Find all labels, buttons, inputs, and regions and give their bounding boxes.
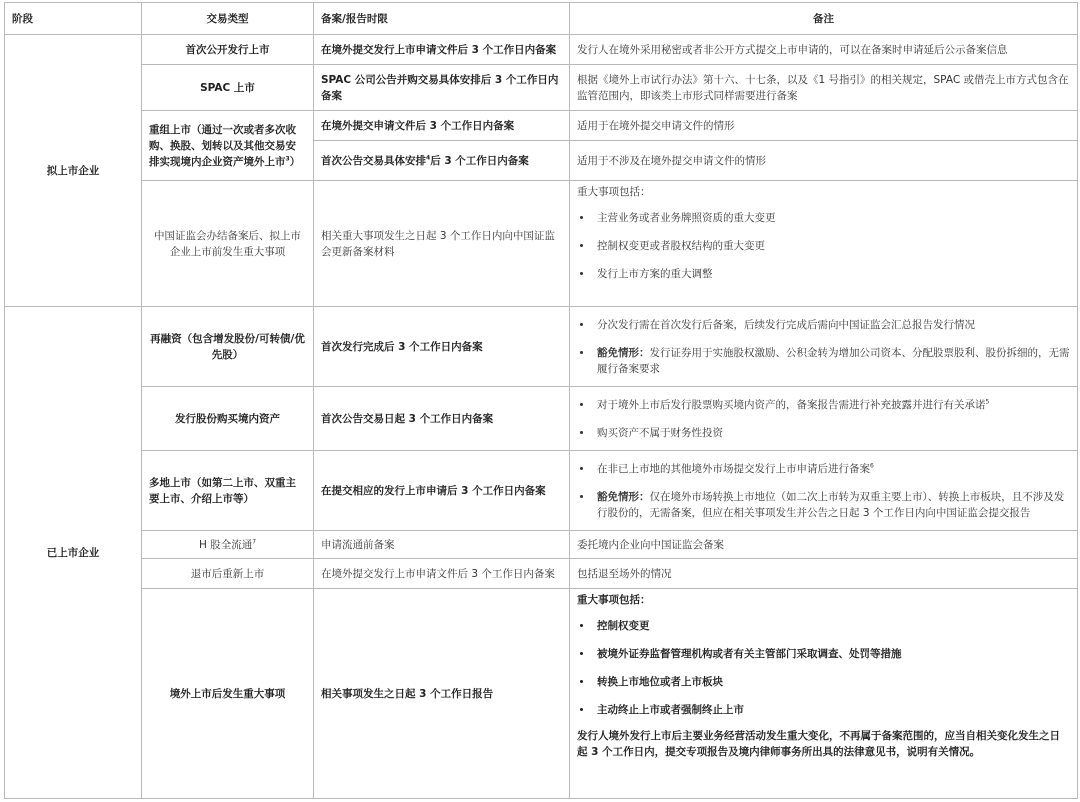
- remark-list: [577, 317, 1070, 377]
- stage-pre-listing: 拟上市企业: [5, 35, 142, 307]
- type-cell: 多地上市（如第二上市、双重主要上市、介绍上市等）: [142, 451, 314, 531]
- remark-cell: 根据《境外上市试行办法》第十六、十七条，以及《1 号指引》的相关规定，SPAC 或借壳上市方式包含在监管范围内，即该类上市形式同样需要进行备案: [570, 65, 1078, 111]
- list-item: • 购买资产不属于财务性投资: [593, 425, 1070, 441]
- list-item: • 发行上市方案的重大调整: [593, 266, 1070, 282]
- type-cell: 再融资（包含增发股份/可转债/优先股）: [142, 307, 314, 387]
- bullet-text: 在非已上市地的其他境外市场提交发行上市申请后进行备案: [597, 462, 870, 475]
- remark-cell: 适用于在境外提交申请文件的情形: [570, 111, 1078, 141]
- timing-text-end: 后 3 个工作日内备案: [430, 154, 529, 167]
- type-cell: 境外上市后发生重大事项: [142, 589, 314, 799]
- type-cell: 退市后重新上市: [142, 559, 314, 589]
- table-row: [5, 559, 1078, 589]
- type-cell: SPAC 上市: [142, 65, 314, 111]
- remark-cell: 发行人在境外采用秘密或者非公开方式提交上市申请的，可以在备案时申请延后公示备案信息: [570, 35, 1078, 65]
- list-item: [593, 397, 1070, 413]
- timing-cell: 在提交相应的发行上市申请后 3 个工作日内备案: [314, 451, 570, 531]
- remark-heading: 重大事项包括：: [577, 594, 651, 606]
- remark-cell: [570, 387, 1078, 451]
- type-text: H 股全流通: [198, 538, 253, 551]
- exemption-label: 豁免情形：: [597, 490, 650, 503]
- remark-cell: [570, 589, 1078, 799]
- table-row: [5, 35, 1078, 65]
- type-cell: 发行股份购买境内资产: [142, 387, 314, 451]
- table-row: [5, 589, 1078, 799]
- list-item: • 控制权变更: [593, 618, 1070, 634]
- remark-cell: [570, 307, 1078, 387]
- footnote-mark: 4: [426, 154, 431, 161]
- remark-tail: 发行人境外发行上市后主要业务经营活动发生重大变化，不再属于备案范围的，应当自相关变化发生之日起 3 个工作日内，提交专项报告及境内律师事务所出具的法律意见书，说明有关情况。: [577, 730, 1060, 758]
- list-item: [593, 461, 1070, 477]
- remark-list: [577, 210, 1070, 282]
- type-cell: 中国证监会办结备案后、拟上市企业上市前发生重大事项: [142, 181, 314, 307]
- footnote-mark: 3: [285, 155, 290, 162]
- list-item: [593, 489, 1070, 521]
- timing-cell: 相关事项发生之日起 3 个工作日报告: [314, 589, 570, 799]
- remark-list: [577, 397, 1070, 441]
- timing-cell: 相关重大事项发生之日起 3 个工作日内向中国证监会更新备案材料: [314, 181, 570, 307]
- list-item: • 主营业务或者业务牌照资质的重大变更: [593, 210, 1070, 226]
- remark-list: [577, 618, 1070, 718]
- type-text-end: ）: [289, 155, 301, 168]
- list-item: • 转换上市地位或者上市板块: [593, 674, 1070, 690]
- list-item: • 分次发行需在首次发行后备案，后续发行完成后需向中国证监会汇总报告发行情况: [593, 317, 1070, 333]
- timing-cell: 在境外提交发行上市申请文件后 3 个工作日内备案: [314, 559, 570, 589]
- list-item: • 被境外证券监督管理机构或者有关主管部门采取调查、处罚等措施: [593, 646, 1070, 662]
- header-timing: 备案/报告时限: [314, 3, 570, 35]
- header-row: [5, 3, 1078, 35]
- bullet-text: 对于境外上市后发行股票购买境内资产的，备案报告需进行补充披露并进行有关承诺: [597, 398, 986, 411]
- footnote-mark: 6: [870, 462, 874, 469]
- table-row: [5, 65, 1078, 111]
- remark-cell: 适用于不涉及在境外提交申请文件的情形: [570, 141, 1078, 181]
- table-row: [5, 451, 1078, 531]
- timing-cell: 申请流通前备案: [314, 531, 570, 559]
- stage-listed: 已上市企业: [5, 307, 142, 799]
- exemption-text: 发行证券用于实施股权激励、公积金转为增加公司资本、分配股票股利、股份拆细的，无需履行备案要求: [597, 346, 1070, 375]
- timing-cell: 在境外提交发行上市申请文件后 3 个工作日内备案: [314, 35, 570, 65]
- table-row: [5, 111, 1078, 141]
- list-item: • 主动终止上市或者强制终止上市: [593, 702, 1070, 718]
- timing-cell: 首次发行完成后 3 个工作日内备案: [314, 307, 570, 387]
- remark-cell: [570, 451, 1078, 531]
- footnote-mark: 7: [252, 538, 257, 545]
- table-row: [5, 531, 1078, 559]
- timing-cell: 在境外提交申请文件后 3 个工作日内备案: [314, 111, 570, 141]
- table-row: [5, 181, 1078, 307]
- header-remark: 备注: [570, 3, 1078, 35]
- remark-list: [577, 461, 1070, 521]
- header-type: 交易类型: [142, 3, 314, 35]
- table-row: [5, 387, 1078, 451]
- type-cell: 首次公开发行上市: [142, 35, 314, 65]
- timing-cell: 首次公告交易日起 3 个工作日内备案: [314, 387, 570, 451]
- table-row: [5, 307, 1078, 387]
- remark-cell: 委托境内企业向中国证监会备案: [570, 531, 1078, 559]
- remark-cell: 包括退至场外的情况: [570, 559, 1078, 589]
- list-item: [593, 345, 1070, 377]
- timing-cell: [314, 141, 570, 181]
- exemption-label: 豁免情形：: [597, 346, 650, 359]
- list-item: • 控制权变更或者股权结构的重大变更: [593, 238, 1070, 254]
- remark-heading: 重大事项包括：: [577, 186, 651, 198]
- exemption-text: 仅在境外市场转换上市地位（如二次上市转为双重主要上市）、转换上市板块，且不涉及发行股份的，无需备案，但应在相关事项发生并公告之日起 3 个工作日内向中国证监会提交报告: [597, 490, 1065, 519]
- type-cell: [142, 531, 314, 559]
- type-text: 重组上市（通过一次或者多次收购、换股、划转以及其他交易安排实现境内企业资产境外上市: [149, 123, 296, 168]
- timing-cell: SPAC 公司公告并购交易具体安排后 3 个工作日内备案: [314, 65, 570, 111]
- filing-requirements-table: [4, 2, 1078, 799]
- type-cell: [142, 111, 314, 181]
- remark-cell: [570, 181, 1078, 307]
- timing-text: 首次公告交易具体安排: [321, 154, 426, 167]
- header-stage: 阶段: [5, 3, 142, 35]
- footnote-mark: 5: [985, 398, 990, 405]
